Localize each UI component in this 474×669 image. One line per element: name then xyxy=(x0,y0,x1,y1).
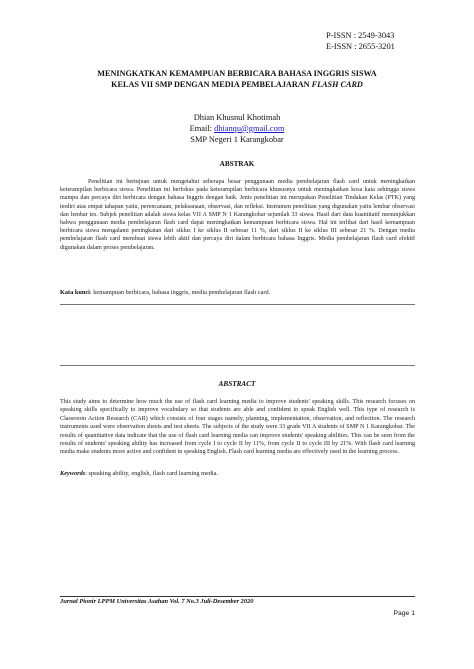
abstrak-heading: ABSTRAK xyxy=(219,160,255,168)
page-number: Page 1 xyxy=(393,610,415,617)
section-divider-1 xyxy=(60,304,415,305)
paper-title xyxy=(40,68,434,90)
issn-block xyxy=(326,30,395,52)
keywords xyxy=(60,470,415,477)
abstract-body: This study aims to determine how much the use of flash card learning media to improve students' speaking skills. This research focuses on speaking skills specifically to improve vocabulary so that students are able and confident to speak English well. This type of research is Classroom Action Research (CAR) which consists of four stages namely, planning, implementation, observation, and reflection. The research instruments used were observation sheets and test sheets. The subjects of the study were 33 grade VII A students of SMP N 1 Karangkobar. The results of quantitative data indicate that the use of flash card learning media can improve students' speaking abilities. This can be seen from the results of students' speaking ability has increased from cycle I to cycle II by 11%, from cycle II to cycle III by 21%. With flash card learning media make students more active and confident in speaking English. Flash card learning media are effectively used in the learning process. xyxy=(60,399,415,456)
author-affiliation: SMP Negeri 1 Karangkobar xyxy=(190,134,284,144)
email-label: Email: xyxy=(189,123,215,133)
online-issn: E-ISSN : 2655-3201 xyxy=(326,42,395,51)
keywords-label: Keywords xyxy=(60,470,86,477)
title-line-2-text: KELAS VII SMP DENGAN MEDIA PEMBELAJARAN xyxy=(111,80,312,89)
kata-kunci-label: Kata kunci xyxy=(60,289,90,296)
journal-footer: Jurnal Pionir LPPM Universitas Asahan Vol. 7 No.3 Juli-Desember 2020 xyxy=(60,598,254,605)
abstract-heading: ABSTRACT xyxy=(218,380,256,388)
author-name: Dhian Khusnul Khotimah xyxy=(193,113,281,122)
keywords-text: : speaking ability, english, flash card learning media. xyxy=(85,470,219,477)
section-divider-2 xyxy=(60,365,415,366)
title-line-2 xyxy=(40,79,434,90)
author-block xyxy=(40,113,434,145)
print-issn: P-ISSN : 2549-3043 xyxy=(326,31,395,40)
title-flash-card: FLASH CARD xyxy=(311,80,363,89)
author-email-line xyxy=(40,124,434,135)
author-email-link[interactable]: dhianqu@gmail.com xyxy=(214,123,285,133)
footer-rule xyxy=(60,596,415,597)
kata-kunci xyxy=(60,289,415,296)
kata-kunci-text: : kemampuan berbicara, bahasa inggris, media pembelajaran flash card. xyxy=(89,289,271,296)
abstrak-body: Penelitian ini bertujuan untuk mengetahui seberapa besar penggunaan media pembelajaran flash card untuk meningkatkan keterampilan berbicara siswa. Penelitian ini berfokus pada keterampilan berbicara khususnya untuk meningkatkan kosa kata sehingga siswa mampu dan percaya diri berbicara dengan bahasa Inggris dengan baik. Jenis penelitian ini merupakan Penelitian Tindakan Kelas (PTK) yang terdiri atas empat tahapan yaitu, perencanaan, pelaksanaan, observasi, dan refleksi. Instrumen penelitian yang digunakan yaitu lembar observasi dan lembar tes. Subjek penelitian adalah siswa kelas VII A SMP N 1 Karangkobar sejumlah 33 siswa. Hasil dari data kuantitatif menunjukkan bahwa penggunaan media pembelajaran flash card dapat meningkatkan kemampuan berbicara siswa. Hal ini terlihat dari hasil kemampuan berbicara siswa mengalami peningkatan dari siklus I ke siklus II sebesar 11 %, dari siklus II ke siklus III sebesar 21 %. Dengan media pembelajaran flash card membuat siswa lebih aktif dan percaya diri dalam berbicara bahasa Inggris. Media pembelajaran flash card efektif digunakan dalam proses pembelajaran. xyxy=(60,179,415,251)
title-line-1: MENINGKATKAN KEMAMPUAN BERBICARA BAHASA INGGRIS SISWA xyxy=(97,69,377,78)
